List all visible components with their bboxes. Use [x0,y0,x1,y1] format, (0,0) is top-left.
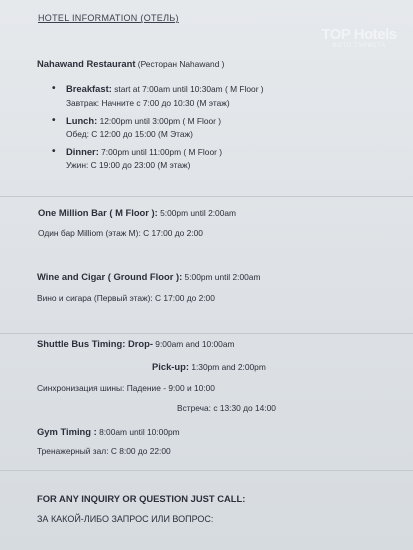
inquiry-ru: ЗА КАКОЙ-ЛИБО ЗАПРОС ИЛИ ВОПРОС: [37,514,214,524]
lunch-label: Lunch: [66,115,98,126]
dinner-line [66,146,222,157]
restaurant-title: Nahawand Restaurant [37,58,136,69]
shuttle-ru-drop: Синхронизация шины: Падение - 9:00 и 10:00 [37,383,215,393]
gym-time: 8:00am until 10:00pm [99,427,180,437]
wine-line [37,271,260,282]
bar-ru: Один бар Milliom (этаж М): С 17:00 до 2:00 [38,228,203,238]
bar-label: One Million Bar ( M Floor ): [38,207,158,218]
gym-label: Gym Timing : [37,426,97,437]
wine-ru: Вино и сигара (Первый этаж): С 17:00 до 2:00 [37,293,215,303]
watermark-title: TOP Hotels [321,26,397,43]
gym-ru: Тренажерный зал: С 8:00 до 22:00 [37,446,171,456]
page-heading: HOTEL INFORMATION (ОТЕЛЬ) [38,13,179,23]
gym-line [37,426,180,437]
fold-line [0,196,413,197]
inquiry-en: FOR ANY INQUIRY OR QUESTION JUST CALL: [37,493,246,504]
breakfast-line [66,83,264,94]
lunch-time: 12:00pm until 3:00pm ( M Floor ) [99,116,222,126]
restaurant-header [37,58,224,69]
watermark-subtitle: ФОТО ТУРИСТА [332,43,386,49]
fold-line [0,333,413,334]
bar-time: 5:00pm until 2:00am [160,208,237,218]
pickup-line [152,361,266,372]
breakfast-label: Breakfast: [66,83,112,94]
pickup-time: 1:30pm and 2:00pm [191,362,266,372]
wine-time: 5:00pm until 2:00am [184,272,261,282]
bullet-icon: • [52,115,56,126]
restaurant-title-ru: (Ресторан Nahawand ) [137,59,225,69]
lunch-ru: Обед: С 12:00 до 15:00 (М Этаж) [66,129,193,139]
bar-line [38,207,236,218]
wine-label: Wine and Cigar ( Ground Floor ): [37,271,183,282]
pickup-label: Pick-up: [152,361,189,372]
breakfast-time: start at 7:00am until 10:30am ( M Floor ) [114,84,264,94]
bullet-icon: • [52,83,56,94]
dinner-time: 7:00pm until 11:00pm ( M Floor ) [101,147,223,157]
lunch-line [66,115,221,126]
shuttle-ru-pickup: Встреча: с 13:30 до 14:00 [177,403,276,413]
shuttle-drop-time: 9:00am and 10:00am [155,339,235,349]
shuttle-line [37,338,234,349]
bullet-icon: • [52,146,56,157]
dinner-label: Dinner: [66,146,99,157]
shuttle-label: Shuttle Bus Timing: Drop- [37,338,153,349]
breakfast-ru: Завтрак: Начните с 7:00 до 10:30 (М этаж) [66,98,230,108]
watermark-logo [313,26,405,84]
fold-line [0,470,413,471]
dinner-ru: Ужин: С 19:00 до 23:00 (М этаж) [66,160,191,170]
